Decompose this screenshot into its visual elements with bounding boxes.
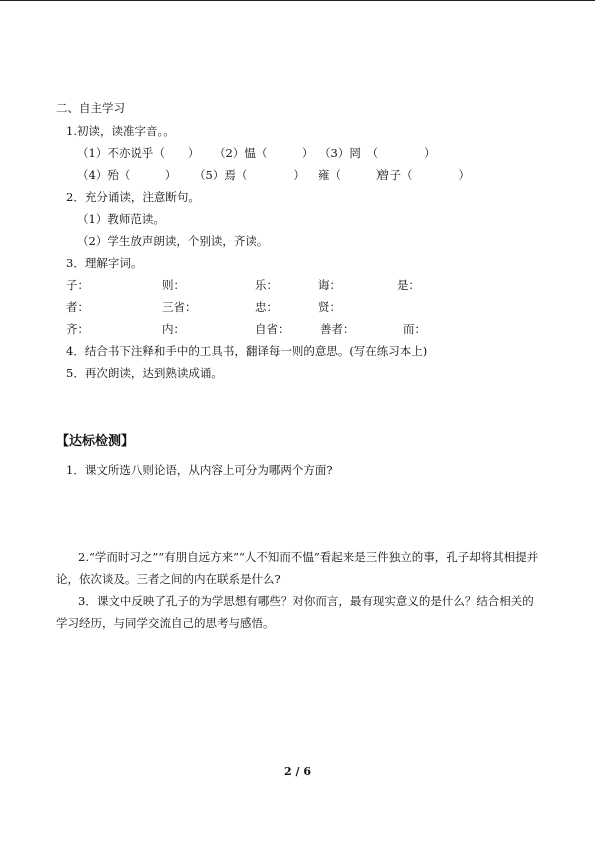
pronunciation-row-2: [0, 168, 595, 182]
vocab-item: 忠：: [255, 300, 278, 314]
pronunciation-item: 曾子（ ）: [378, 168, 470, 182]
pronunciation-item: （5）焉（ ）: [194, 168, 305, 182]
vocab-item: 善者：: [320, 322, 355, 336]
vocab-row-2: [0, 300, 595, 314]
question-3: [56, 590, 540, 634]
vocab-row-1: [0, 278, 595, 292]
vocab-item: 自省：: [255, 322, 290, 336]
check-heading: 【达标检测】: [56, 434, 135, 449]
vocab-item: 子：: [66, 278, 89, 292]
step-4-title: 4．结合书下注释和手中的工具书，翻译每一则的意思。(写在练习本上): [66, 344, 428, 358]
pronunciation-item: 雍（ ）: [318, 168, 387, 182]
step-2-title: 2．充分诵读，注意断句。: [66, 190, 200, 204]
step-2-item-1: （1）教师范读。: [77, 212, 165, 226]
step-1-title: 1.初读，读准字音。。: [66, 124, 175, 138]
vocab-item: 诲：: [318, 278, 341, 292]
vocab-item: 则：: [162, 278, 185, 292]
question-2: [56, 546, 540, 590]
vocab-item: 者：: [66, 300, 89, 314]
question-1: 1．课文所选八则论语，从内容上可分为哪两个方面?: [66, 463, 333, 477]
page-number: 2 / 6: [284, 765, 311, 778]
vocab-item: 是：: [397, 278, 420, 292]
vocab-item: 乐：: [255, 278, 278, 292]
pronunciation-item: （2）愠（ ）: [214, 146, 314, 160]
pronunciation-item: （4）殆（ ）: [77, 168, 177, 182]
step-2-item-2: （2）学生放声朗读，个别读，齐读。: [77, 234, 269, 248]
pronunciation-item: （3）罔 （ ）: [319, 146, 436, 160]
vocab-row-3: [0, 322, 595, 336]
step-3-title: 3．理解字词。: [66, 256, 143, 270]
vocab-item: 而：: [403, 322, 426, 336]
pronunciation-row-1: [0, 146, 595, 160]
vocab-item: 贤：: [318, 300, 341, 314]
question-2-text: 2.“学而时习之”“有朋自远方来”“人不知而不愠”看起来是三件独立的事，孔子却将其相提并论，依次谈及。三者之间的内在联系是什么?: [56, 550, 539, 586]
vocab-item: 内：: [162, 322, 185, 336]
vocab-item: 齐：: [66, 322, 89, 336]
section-title: 二、自主学习: [56, 101, 125, 115]
pronunciation-item: （1）不亦说乎（ ）: [77, 146, 200, 160]
question-3-text: 3．课文中反映了孔子的为学思想有哪些？对你而言，最有现实意义的是什么？结合相关的学习经历，与同学交流自己的思考与感悟。: [56, 594, 534, 630]
step-5-title: 5．再次朗读，达到熟读成诵。: [66, 366, 223, 380]
vocab-item: 三省：: [162, 300, 197, 314]
